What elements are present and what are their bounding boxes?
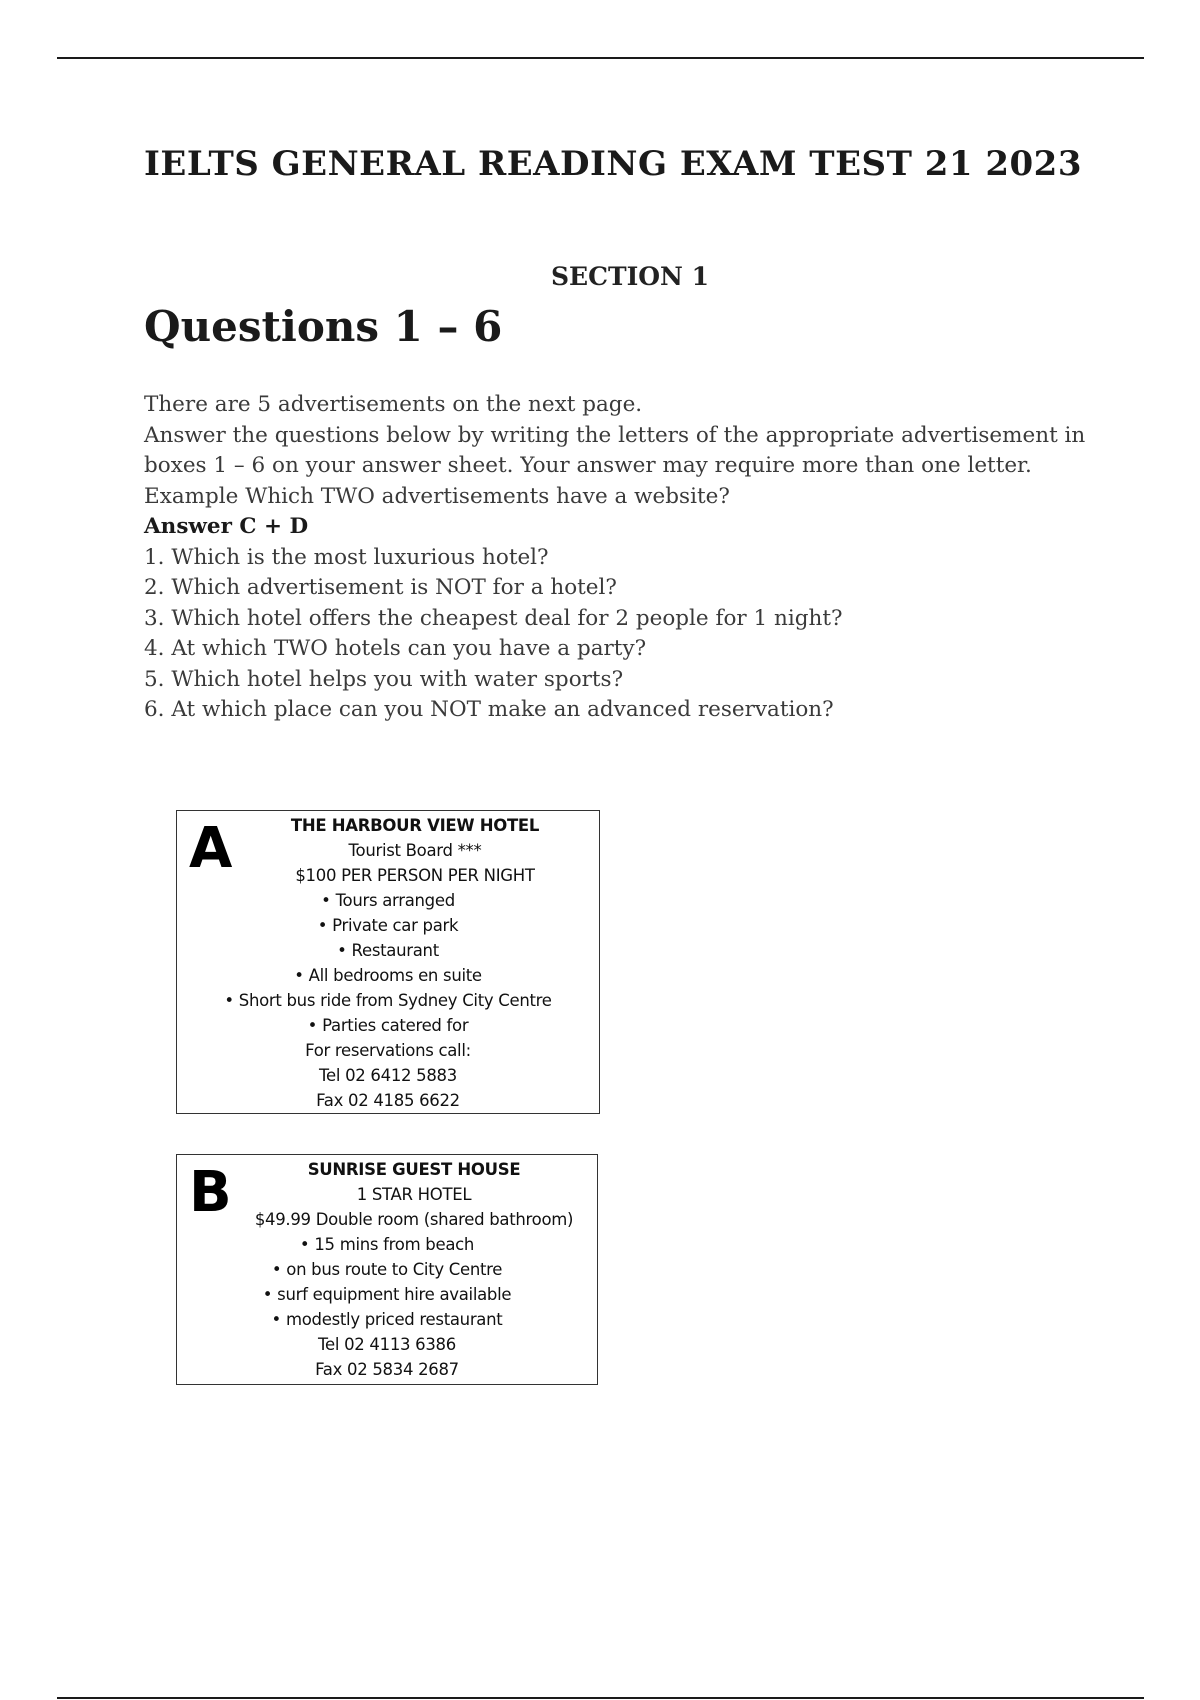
ad-feature [177,888,599,913]
question-item: 4. At which TWO hotels can you have a party? [144,636,647,661]
ad-telephone: Tel 02 6412 5883 [319,1066,457,1085]
ad-feature [177,1307,597,1332]
ad-content [177,1157,597,1382]
bullet-icon: • [294,966,304,985]
ad-price: $49.99 Double room (shared bathroom) [254,1210,574,1229]
ad-telephone: Tel 02 4113 6386 [318,1335,456,1354]
instruction-answer-guidance: Answer the questions below by writing the letters of the appropriate advertisement in boxes 1 – 6 on your answer sheet. Your answer may require more than one letter. [144,422,1086,478]
question-list [144,543,1094,726]
ad-feature [177,963,599,988]
advertisement-b [176,1154,598,1385]
bullet-icon: • [271,1260,282,1279]
bullet-icon: • [262,1285,273,1304]
bottom-rule [57,1697,1144,1699]
section-label: SECTION 1 [550,262,710,291]
question-item: 3. Which hotel offers the cheapest deal for 2 people for 1 night? [144,605,843,631]
ad-hotel-name: SUNRISE GUEST HOUSE [307,1160,521,1179]
example-answer: Answer C + D [144,514,309,539]
ad-feature-text: Private car park [332,916,459,935]
ad-feature-text: Restaurant [351,941,439,960]
ad-feature [177,1232,597,1257]
bullet-icon: • [224,991,234,1010]
document-title: IELTS GENERAL READING EXAM TEST 21 2023 [144,144,1082,184]
ad-reservations: For reservations call: [305,1041,471,1060]
questions-heading: Questions 1 – 6 [144,302,503,351]
ad-price: $100 PER PERSON PER NIGHT [295,866,535,885]
question-item: 1. Which is the most luxurious hotel? [144,544,549,570]
question-item: 6. At which place can you NOT make an advanced reservation? [144,697,834,722]
ad-letter: A [189,816,233,881]
bullet-icon: • [271,1310,281,1329]
ad-feature-text: modestly priced restaurant [285,1310,503,1329]
ad-feature-text: All bedrooms en suite [308,966,482,985]
bullet-icon: • [307,1016,318,1035]
ad-feature-text: on bus route to City Centre [286,1260,503,1279]
ad-feature [177,938,599,963]
ad-fax: Fax 02 4185 6622 [316,1091,460,1110]
instruction-intro: There are 5 advertisements on the next page. [144,392,643,417]
ad-content [177,813,599,1113]
ad-fax: Fax 02 5834 2687 [315,1360,459,1379]
instructions-block [144,390,1094,726]
ad-feature [177,1282,597,1307]
ad-feature [177,1257,597,1282]
bullet-icon: • [337,941,347,960]
top-rule [57,57,1144,59]
ad-rating: 1 STAR HOTEL [356,1185,472,1204]
ad-feature [177,988,599,1013]
ad-feature-text: Tours arranged [335,891,455,910]
ad-feature-text: Short bus ride from Sydney City Centre [238,991,552,1010]
bullet-icon: • [321,891,331,910]
question-item: 2. Which advertisement is NOT for a hotel? [144,575,617,600]
ad-feature [177,913,599,938]
ad-letter: B [189,1160,232,1225]
bullet-icon: • [317,916,328,935]
ad-feature-text: 15 mins from beach [314,1235,475,1254]
instruction-example: Example Which TWO advertisements have a website? [144,483,730,509]
ad-feature-text: surf equipment hire available [277,1285,512,1304]
ad-hotel-name: THE HARBOUR VIEW HOTEL [290,816,540,835]
question-item: 5. Which hotel helps you with water sports? [144,666,624,692]
ad-feature [177,1013,599,1038]
bullet-icon: • [299,1235,310,1254]
ad-rating: Tourist Board *** [348,841,482,860]
advertisement-a [176,810,600,1114]
ad-feature-text: Parties catered for [322,1016,469,1035]
